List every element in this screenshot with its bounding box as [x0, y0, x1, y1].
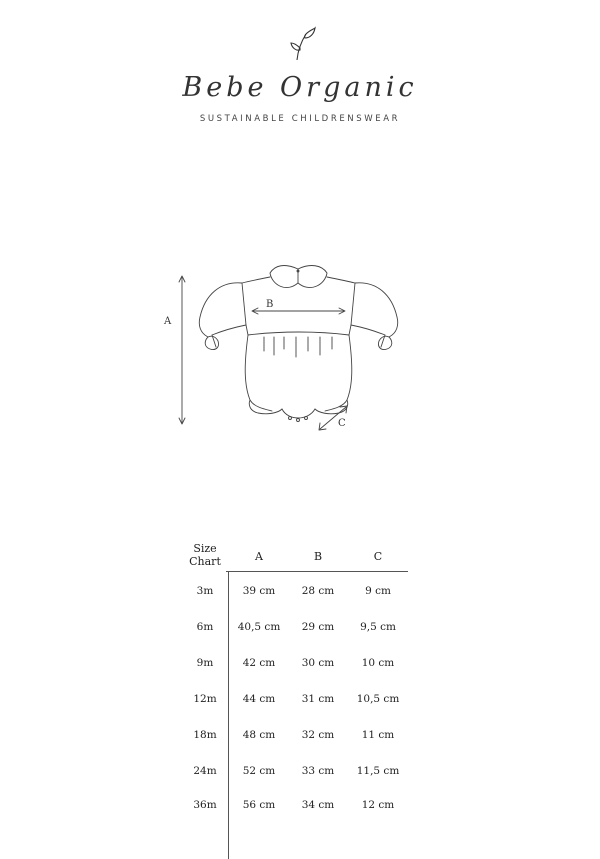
- size-column-divider: [228, 571, 229, 859]
- size-cell: 36m: [193, 799, 217, 811]
- value-b-cell: 33 cm: [301, 765, 335, 777]
- value-b-cell: 31 cm: [301, 693, 335, 705]
- corner-label-size: Size: [193, 542, 217, 555]
- value-b-cell: 32 cm: [301, 729, 335, 741]
- size-cell: 9m: [196, 657, 214, 669]
- measure-c-label: C: [338, 418, 346, 429]
- value-a-cell: 40,5 cm: [237, 621, 281, 633]
- value-c-cell: 10,5 cm: [356, 693, 400, 705]
- column-header-c: C: [373, 550, 383, 563]
- table-row: [188, 729, 412, 745]
- size-chart-corner: [188, 542, 222, 568]
- value-c-cell: 11,5 cm: [356, 765, 400, 777]
- size-chart-header: [188, 538, 412, 572]
- value-a-cell: 39 cm: [242, 585, 276, 597]
- garment-diagram: [150, 255, 450, 445]
- table-row: [188, 765, 412, 781]
- value-c-cell: 9 cm: [365, 585, 391, 597]
- brand-tagline: SUSTAINABLE CHILDRENSWEAR: [199, 114, 401, 124]
- corner-label-chart: Chart: [189, 555, 221, 568]
- value-c-cell: 10 cm: [361, 657, 395, 669]
- size-cell: 6m: [196, 621, 214, 633]
- size-chart: [188, 538, 412, 811]
- size-cell: 3m: [196, 585, 214, 597]
- table-row: [188, 657, 412, 673]
- table-row: [188, 799, 412, 815]
- measure-b-label: B: [266, 299, 274, 310]
- column-header-b: B: [313, 550, 323, 563]
- size-cell: 24m: [193, 765, 217, 777]
- value-a-cell: 56 cm: [242, 799, 276, 811]
- value-c-cell: 11 cm: [361, 729, 395, 741]
- value-a-cell: 48 cm: [242, 729, 276, 741]
- value-a-cell: 44 cm: [242, 693, 276, 705]
- brand-name: Bebe Organic: [182, 72, 418, 103]
- leaf-icon: [288, 26, 318, 62]
- column-header-a: A: [255, 550, 263, 563]
- value-c-cell: 12 cm: [361, 799, 395, 811]
- value-b-cell: 30 cm: [301, 657, 335, 669]
- measure-a-label: A: [164, 316, 172, 327]
- value-b-cell: 29 cm: [301, 621, 335, 633]
- header-divider: [226, 571, 408, 572]
- value-a-cell: 42 cm: [242, 657, 276, 669]
- table-row: [188, 621, 412, 637]
- size-cell: 12m: [193, 693, 217, 705]
- table-row: [188, 693, 412, 709]
- value-a-cell: 52 cm: [242, 765, 276, 777]
- value-c-cell: 9,5 cm: [360, 621, 396, 633]
- size-cell: 18m: [193, 729, 217, 741]
- table-row: [188, 585, 412, 601]
- value-b-cell: 28 cm: [301, 585, 335, 597]
- value-b-cell: 34 cm: [301, 799, 335, 811]
